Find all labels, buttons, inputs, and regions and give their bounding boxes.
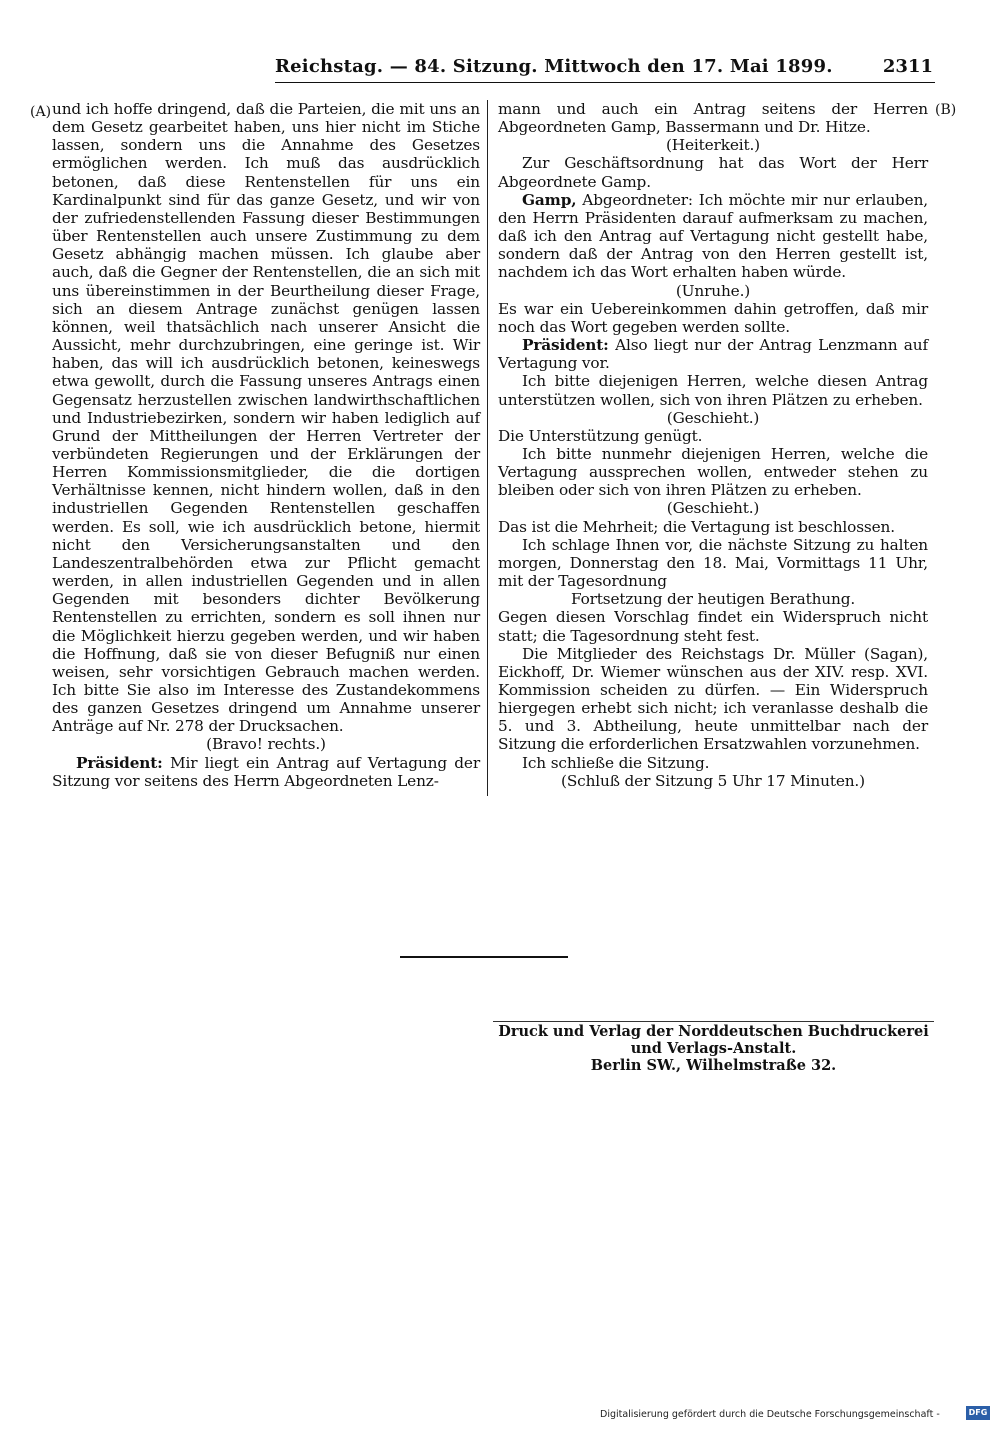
column-divider [487, 100, 488, 796]
right-paragraph-gamp [498, 191, 928, 282]
right-reaction-4: (Geschieht.) [666, 499, 760, 518]
imprint-line-1: Druck und Verlag der Norddeutschen Buchdruckerei und Verlags-Anstalt. [498, 1023, 929, 1057]
right-reaction-2: (Unruhe.) [675, 281, 751, 300]
dfg-logo-icon: DFG [966, 1406, 990, 1420]
right-paragraph-3: Zur Geschäftsordnung hat das Wort der Herr Abgeordnete Gamp. [498, 154, 928, 191]
left-reaction: (Bravo! rechts.) [206, 735, 326, 754]
digitization-note: Digitalisierung gefördert durch die Deutsche Forschungsgemeinschaft - [600, 1409, 940, 1420]
speech-text: Mir liegt ein Antrag auf Vertagung der Sitzung vor seitens des Herrn Abgeordneten Lenz- [52, 753, 480, 790]
speech-text: Also liegt nur der Antrag Lenzmann auf Vertagung vor. [498, 336, 928, 373]
right-paragraph-6: Es war ein Uebereinkommen dahin getroffen, daß mir noch das Wort gegeben werden sollte. [498, 299, 928, 336]
right-column [498, 100, 928, 790]
right-paragraph-11: Ich bitte nunmehr diejenigen Herren, welche die Vertagung aussprechen wollen, entweder stehen zu bleiben oder sich von ihren Plätzen zu erheben. [498, 444, 928, 500]
page-number: 2311 [882, 56, 933, 77]
speech-text: Abgeordneter: Ich möchte mir nur erlauben, den Herrn Präsidenten darauf aufmerksam zu machen, daß ich den Antrag auf Vertagung nicht gestellt habe, sondern daß der Antrag von den Herren gestellt ist, nachdem ich das Wort erhalten haben würde. [498, 190, 928, 282]
running-header [275, 56, 935, 83]
right-agenda-item: Fortsetzung der heutigen Berathung. [570, 590, 856, 609]
right-paragraph-1: mann und auch ein Antrag seitens der Herren Abgeordneten Gamp, Bassermann und Dr. Hitze. [498, 100, 928, 137]
margin-marker-b: (B) [935, 102, 957, 118]
left-column [52, 100, 480, 790]
speaker-name: Gamp, [522, 190, 577, 209]
imprint-line-2: Berlin SW., Wilhelmstraße 32. [590, 1057, 837, 1074]
right-reaction-3: (Geschieht.) [666, 408, 760, 427]
right-paragraph-14: Ich schlage Ihnen vor, die nächste Sitzung zu halten morgen, Donnerstag den 18. Mai, Vormittags 11 Uhr, mit der Tagesordnung [498, 535, 928, 591]
right-reaction-1: (Heiterkeit.) [665, 136, 760, 155]
header-title: Reichstag. — 84. Sitzung. Mittwoch den 17. Mai 1899. [275, 56, 833, 77]
left-paragraph-president [52, 754, 480, 790]
imprint-rule [493, 1021, 934, 1022]
imprint [493, 1023, 934, 1074]
right-paragraph-16: Gegen diesen Vorschlag findet ein Widerspruch nicht statt; die Tagesordnung steht fest. [498, 608, 928, 645]
right-paragraph-13: Das ist die Mehrheit; die Vertagung ist beschlossen. [498, 517, 895, 536]
right-paragraph-8: Ich bitte diejenigen Herren, welche diesen Antrag unterstützen wollen, sich von ihren Plätzen zu erheben. [498, 372, 928, 409]
right-paragraph-18: Ich schließe die Sitzung. [522, 753, 710, 772]
right-paragraph-president [498, 336, 928, 372]
speaker-name: Präsident: [76, 753, 163, 772]
section-rule [400, 956, 568, 958]
left-paragraph-speech: und ich hoffe dringend, daß die Parteien, die mit uns an dem Gesetz gearbeitet haben, uns hier nicht im Stiche lassen, sondern uns die Annahme des Gesetzes ermöglichen werden. Ich muß das ausdrücklich betonen, daß diese Rentenstellen für uns ein Kardinalpunkt sind für das ganze Gesetz, und wir von der zufriedenstellenden Fassung dieser Bestimmungen über Rentenstellen auch unsere Zustimmung zu dem Gesetz abhängig machen müssen. Ich glaube aber auch, daß die Gegner der Rentenstellen, die an sich mit uns übereinstimmen in der Beurtheilung dieser Frage, sich an diesem Antrage zunächst genügen lassen können, weil thatsächlich nach unserer Ansicht die Aussicht, mehr durchzubringen, eine geringe ist. Wir haben, das will ich ausdrücklich betonen, keineswegs etwa gewollt, durch die Fassung unseres Antrags einen Gegensatz herzustellen zwischen landwirthschaftlichen und Industriebezirken, sondern wir haben lediglich auf Grund der Mittheilungen der Herren Vertreter der verbündeten Regierungen und der Erklärungen der Herren Kommissionsmitglieder, die die dortigen Verhältnisse kennen, nicht hindern wollen, daß in den industriellen Gegenden Rentenstellen geschaffen werden. Es soll, wie ich ausdrücklich betone, hiermit nicht den Versicherungsanstalten und den Landeszentralbehörden etwa zur Pflicht gemacht werden, in allen industriellen Gegenden und in allen Gegenden mit besonders dichter Bevölkerung Rentenstellen zu errichten, sondern es soll ihnen nur die Möglichkeit hierzu gegeben werden, und wir haben die Hoffnung, daß sie von dieser Befugniß nur einen weisen, sehr vorsichtigen Gebrauch machen werden. Ich bitte Sie also im Interesse des Zustandekommens des ganzen Gesetzes dringend um Annahme unserer Anträge auf Nr. 278 der Drucksachen. [52, 100, 480, 736]
margin-marker-a: (A) [30, 104, 52, 120]
right-closing-note: (Schluß der Sitzung 5 Uhr 17 Minuten.) [561, 771, 865, 790]
right-paragraph-10: Die Unterstützung genügt. [498, 426, 703, 445]
right-paragraph-17: Die Mitglieder des Reichstags Dr. Müller (Sagan), Eickhoff, Dr. Wiemer wünschen aus der XIV. resp. XVI. Kommission scheiden zu dürfen. — Ein Widerspruch hiergegen erhebt sich nicht; ich veranlasse deshalb die 5. und 3. Abtheilung, heute unmittelbar nach der Sitzung die erforderlichen Ersatzwahlen vorzunehmen. [498, 644, 928, 754]
speaker-name: Präsident: [522, 336, 609, 355]
